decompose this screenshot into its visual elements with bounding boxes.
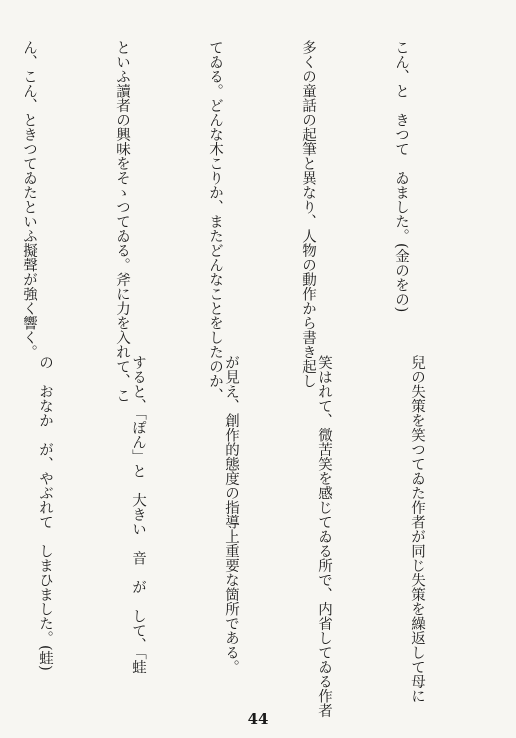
text-column: といふ讀者の興味をそゝつてゐる。斧に力を入れて、こ: [114, 40, 130, 403]
text-column: が見え、創作的態度の指導上重要な箇所である。: [223, 355, 239, 674]
upper-text-block: [21, 40, 478, 403]
text-column: こん、と きつて ゐました。(金のをの): [393, 40, 409, 313]
text-column: てゐる。どんな木こりか、またどんなことをしたのか、: [207, 40, 223, 403]
text-column: 兒の失策を笑つてゐた作者が同じ失策を繰返して母に: [409, 355, 425, 703]
text-column: 多くの童話の起筆と異なり、人物の動作から書き起し: [300, 40, 316, 388]
text-column: の おなか が、やぶれて しまひました。(蛙): [37, 355, 53, 671]
text-column: 笑はれて、微苦笑を感じてゐる所で、内省してゐる作者: [316, 355, 332, 718]
text-column: ん、こん、ときつてゐたといふ擬聲が強く響く。: [21, 40, 37, 359]
text-column: すると、「ぽん」と 大きい 音 が して、「蛙: [130, 355, 146, 674]
lower-text-block: [24, 355, 494, 718]
page-number: 44: [247, 710, 269, 728]
